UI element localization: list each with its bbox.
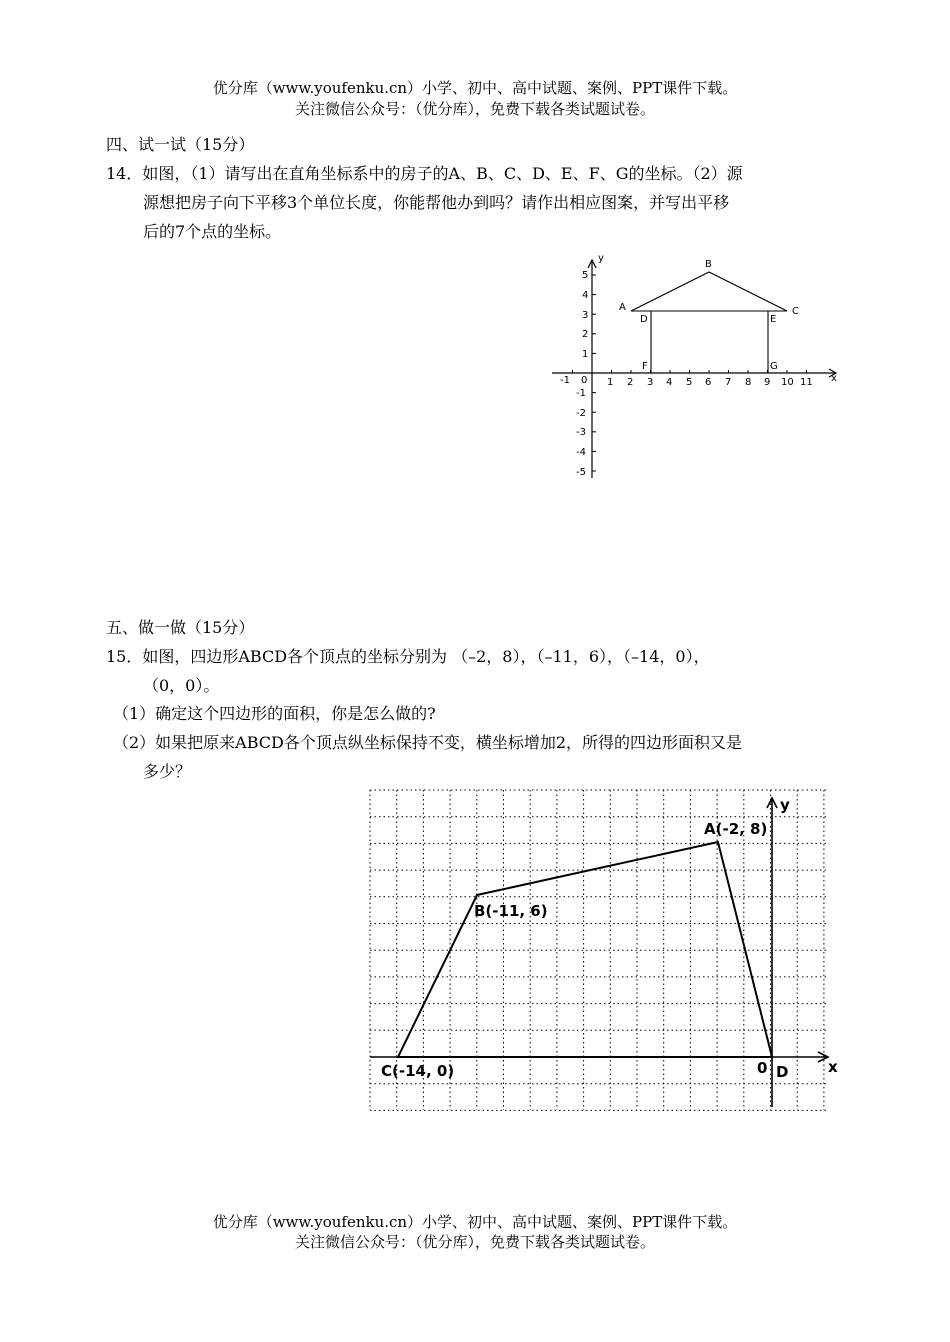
y-tick-label: 2 — [582, 329, 589, 340]
header-line-1: 优分库（www.youfenku.cn）小学、初中、高中试题、案例、PPT课件下载。 — [212, 79, 738, 97]
x-tick-label: 3 — [647, 377, 654, 388]
header-line-2: 关注微信公众号：（优分库），免费下载各类试题试卷。 — [294, 100, 655, 118]
x-tick-label: 10 — [781, 377, 794, 388]
y-tick-label: 4 — [582, 290, 589, 301]
origin-label: 0 — [581, 375, 588, 386]
y-tick-label: 3 — [582, 310, 589, 321]
x-tick-label: 7 — [725, 377, 732, 388]
point-a-label: A — [619, 302, 626, 313]
question-14-line-2: 源想把房子向下平移3个单位长度，你能帮他办到吗？请作出相应图案，并写出平移 — [143, 193, 730, 212]
y-tick-label: -2 — [576, 408, 586, 419]
point-c-label: C — [792, 306, 799, 317]
section-5-title: 五、做一做（15分） — [106, 618, 255, 637]
origin-label: 0 — [757, 1059, 768, 1077]
x-tick-label: 6 — [705, 377, 712, 388]
section-4-title: 四、试一试（15分） — [106, 135, 255, 154]
question-15-line-1: 15．如图，四边形ABCD各个顶点的坐标分别为 （–2，8），（–11，6），（–14，0）， — [106, 647, 710, 666]
x-tick-label: 5 — [686, 377, 693, 388]
point-b-label: B(-11, 6) — [474, 902, 548, 920]
point-b-label: B — [705, 259, 712, 270]
point-g-label: G — [770, 361, 778, 372]
point-a-label: A(-2, 8) — [704, 820, 768, 838]
question-15-sub-1: （1）确定这个四边形的面积，你是怎么做的? — [113, 704, 436, 723]
x-axis-label: x — [828, 1058, 838, 1076]
x-tick-label: 1 — [607, 377, 614, 388]
x-tick-label: 2 — [627, 377, 634, 388]
y-tick-label: -1 — [576, 388, 586, 399]
x-tick-label: 11 — [800, 377, 813, 388]
x-tick-label-neg1: -1 — [560, 375, 570, 386]
x-axis-label: x — [831, 373, 837, 384]
x-tick-label: 9 — [764, 377, 771, 388]
question-14-line-1: 14．如图，（1）请写出在直角坐标系中的房子的A、B、C、D、E、F、G的坐标。（2）源 — [106, 164, 743, 183]
point-e-label: E — [770, 314, 777, 325]
y-axis-label: y — [780, 796, 790, 814]
question-15-sub-2-line-1: （2）如果把原来ABCD各个顶点纵坐标保持不变，横坐标增加2，所得的四边形面积又是 — [113, 733, 743, 752]
x-tick-label: 4 — [666, 377, 673, 388]
point-d-label: D — [640, 314, 648, 325]
quadrilateral-abcd — [398, 842, 772, 1057]
point-d-label: D — [776, 1063, 789, 1081]
y-tick-label: -3 — [576, 427, 586, 438]
y-tick-label: 5 — [582, 270, 589, 281]
point-f-label: F — [642, 361, 648, 372]
y-axis-label: y — [598, 253, 604, 264]
y-tick-label: -4 — [576, 447, 586, 458]
question-14-line-3: 后的7个点的坐标。 — [143, 222, 282, 241]
question-15-line-2: （0，0）。 — [143, 676, 220, 695]
x-tick-label: 8 — [745, 377, 752, 388]
footer-line-1: 优分库（www.youfenku.cn）小学、初中、高中试题、案例、PPT课件下载。 — [212, 1213, 738, 1231]
y-tick-label: 1 — [582, 349, 589, 360]
y-tick-label: -5 — [576, 467, 586, 478]
question-15-sub-2-line-2: 多少？ — [143, 762, 192, 781]
point-c-label: C(-14, 0) — [381, 1062, 455, 1080]
footer-line-2: 关注微信公众号：（优分库），免费下载各类试题试卷。 — [294, 1233, 655, 1251]
